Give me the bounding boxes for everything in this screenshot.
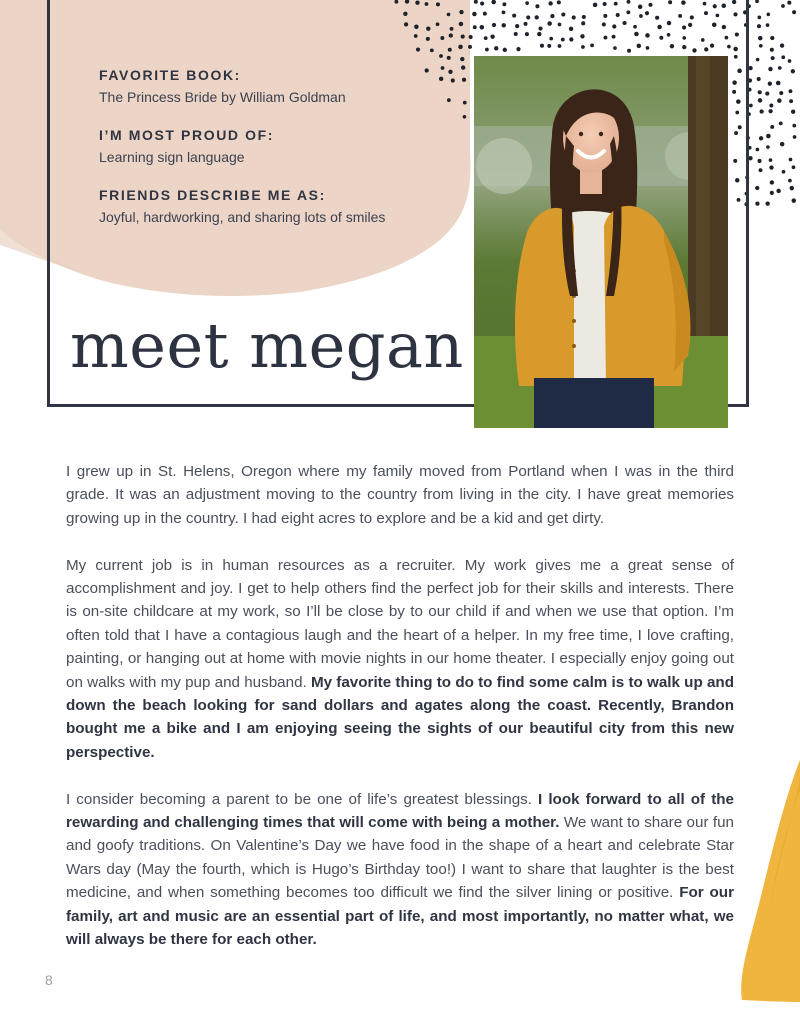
paragraph-2 xyxy=(66,554,734,765)
text-run-bold: I look forward to all of the rewarding and challenging times that will come with being a mother. xyxy=(66,790,734,832)
facts-list xyxy=(99,66,469,246)
fact-value: Joyful, hardworking, and sharing lots of smiles xyxy=(99,209,386,225)
page-title: meet megan xyxy=(70,309,464,382)
fact-label: FAVORITE BOOK: xyxy=(99,67,241,83)
text-run: I consider becoming a parent to be one of life’s greatest blessings. xyxy=(66,790,539,808)
text-run: I grew up in St. Helens, Oregon where my family moved from Portland when I was in the third grade. It was an adjustment moving to the country from living in the city. I have great memories growing up in the country. I had eight acres to explore and be a kid and get dirty. xyxy=(66,463,734,527)
fact-friends-describe xyxy=(99,186,469,226)
text-run-bold: My favorite thing to do to find some calm is to walk up and down the beach looking for sand dollars and agates along the coast. Recently, Brandon bought me a bike and I am enjoying seeing the sights of our beautiful city from this new perspective. xyxy=(66,673,734,761)
fact-value: The Princess Bride by William Goldman xyxy=(99,89,346,105)
body-text xyxy=(66,460,734,975)
fact-value: Learning sign language xyxy=(99,149,245,165)
paragraph-3 xyxy=(66,788,734,952)
text-run: My current job is in human resources as a recruiter. My work gives me a great sense of accomplishment and joy. I get to help others find the perfect job for their skills and interests. There is on-site childcare at my work, so I’ll be close by to our child if and when we use that option. I’m often told that I have a contagious laugh and the heart of a helper. In my free time, I love crafting, painting, or hanging out at home with movie nights in our home theater. I especially enjoy going out on walks with my pup and husband. xyxy=(66,556,734,691)
portrait-photo xyxy=(474,56,728,428)
fact-label: I’M MOST PROUD OF: xyxy=(99,127,275,143)
text-run-bold: For our family, art and music are an essential part of life, and most importantly, no matter what, we will always be there for each other. xyxy=(66,884,734,949)
page-number: 8 xyxy=(45,972,53,988)
fact-proud-of xyxy=(99,126,469,166)
text-run: We want to share our fun and goofy traditions. On Valentine’s Day we have food in the shape of a heart and celebrate Star Wars day (May the fourth, which is Hugo’s Birthday too!) I want to share that laughter is the best medicine, and when something becomes too difficult we find the silver lining or positive. xyxy=(66,814,734,902)
fact-label: FRIENDS DESCRIBE ME AS: xyxy=(99,187,326,203)
fact-favorite-book xyxy=(99,66,469,106)
paragraph-1 xyxy=(66,460,734,530)
